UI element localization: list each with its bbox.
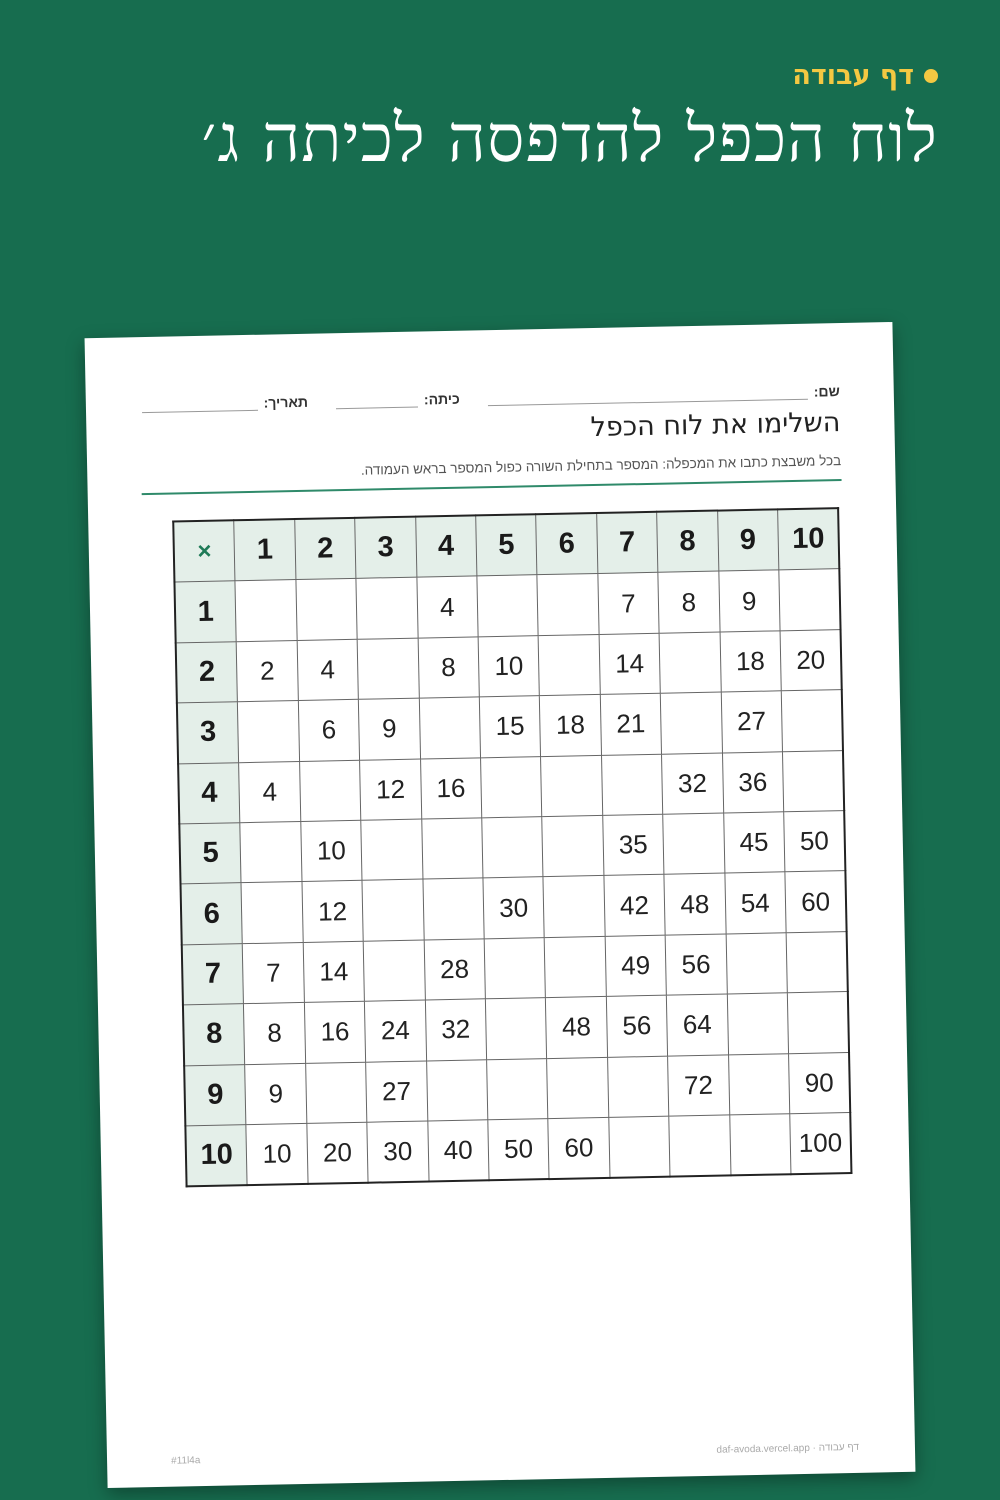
empty-answer-cell[interactable] <box>543 876 605 938</box>
empty-answer-cell[interactable] <box>781 690 843 752</box>
empty-answer-cell[interactable] <box>782 750 844 812</box>
date-label: תאריך: <box>263 393 309 411</box>
column-header: 8 <box>657 511 719 573</box>
answer-cell: 12 <box>302 881 364 943</box>
answer-cell: 18 <box>540 695 602 757</box>
banner-label <box>792 60 938 91</box>
answer-cell: 8 <box>244 1003 306 1065</box>
multiplication-table <box>172 507 853 1188</box>
column-header: 9 <box>717 509 779 571</box>
class-line[interactable] <box>336 391 418 410</box>
answer-cell: 56 <box>606 995 668 1057</box>
answer-cell: 30 <box>483 877 545 939</box>
empty-answer-cell[interactable] <box>728 1053 790 1115</box>
date-field[interactable] <box>141 393 308 413</box>
table-row <box>185 1112 851 1186</box>
answer-cell: 9 <box>359 698 421 760</box>
empty-answer-cell[interactable] <box>659 632 721 694</box>
answer-cell: 12 <box>360 759 422 821</box>
answer-cell: 4 <box>416 576 478 638</box>
footer-site: דף עבודה · daf-avoda.vercel.app <box>716 1441 860 1456</box>
empty-answer-cell[interactable] <box>238 701 300 763</box>
column-header: 1 <box>234 519 296 581</box>
empty-answer-cell[interactable] <box>305 1062 367 1124</box>
empty-answer-cell[interactable] <box>296 579 358 641</box>
empty-answer-cell[interactable] <box>669 1115 731 1177</box>
answer-cell: 6 <box>298 699 360 761</box>
empty-answer-cell[interactable] <box>362 879 424 941</box>
answer-cell: 90 <box>788 1052 850 1114</box>
answer-cell: 60 <box>785 871 847 933</box>
answer-cell: 21 <box>600 693 662 755</box>
answer-cell: 10 <box>301 820 363 882</box>
multiply-sign-icon: × <box>173 520 235 582</box>
empty-answer-cell[interactable] <box>484 937 546 999</box>
empty-answer-cell[interactable] <box>241 882 303 944</box>
answer-cell: 40 <box>427 1120 489 1182</box>
answer-cell: 10 <box>246 1123 308 1185</box>
column-header: 4 <box>415 515 477 577</box>
answer-cell: 10 <box>478 635 540 697</box>
empty-answer-cell[interactable] <box>727 993 789 1055</box>
answer-cell: 45 <box>723 812 785 874</box>
column-header: 7 <box>596 512 658 574</box>
answer-cell: 50 <box>784 811 846 873</box>
row-header: 6 <box>181 883 243 945</box>
empty-answer-cell[interactable] <box>609 1116 671 1178</box>
answer-cell: 9 <box>718 570 780 632</box>
class-label: כיתה: <box>423 390 460 408</box>
empty-answer-cell[interactable] <box>421 818 483 880</box>
empty-answer-cell[interactable] <box>357 638 419 700</box>
column-header: 3 <box>355 517 417 579</box>
row-header: 4 <box>178 762 240 824</box>
answer-cell: 49 <box>605 935 667 997</box>
answer-cell: 8 <box>658 571 720 633</box>
empty-answer-cell[interactable] <box>786 931 848 993</box>
row-header: 9 <box>184 1064 246 1126</box>
answer-cell: 32 <box>425 999 487 1061</box>
empty-answer-cell[interactable] <box>480 756 542 818</box>
answer-cell: 100 <box>790 1112 852 1174</box>
column-header: 10 <box>778 508 840 570</box>
empty-answer-cell[interactable] <box>299 760 361 822</box>
empty-answer-cell[interactable] <box>426 1059 488 1121</box>
answer-cell: 16 <box>420 757 482 819</box>
answer-cell: 15 <box>479 696 541 758</box>
empty-answer-cell[interactable] <box>363 940 425 1002</box>
name-label: שם: <box>813 383 840 400</box>
answer-cell: 72 <box>668 1054 730 1116</box>
empty-answer-cell[interactable] <box>726 932 788 994</box>
row-header: 2 <box>176 642 238 704</box>
row-header: 5 <box>179 823 241 885</box>
header-fields <box>139 369 839 413</box>
answer-cell: 20 <box>307 1122 369 1184</box>
empty-answer-cell[interactable] <box>485 998 547 1060</box>
answer-cell: 7 <box>243 942 305 1004</box>
empty-answer-cell[interactable] <box>545 936 607 998</box>
empty-answer-cell[interactable] <box>607 1056 669 1118</box>
name-field[interactable] <box>488 382 840 406</box>
name-line[interactable] <box>488 383 808 406</box>
class-field[interactable] <box>336 390 460 409</box>
answer-cell: 48 <box>664 873 726 935</box>
answer-cell: 35 <box>602 814 664 876</box>
answer-cell: 60 <box>548 1117 610 1179</box>
worksheet-instructions: בכל משבצת כתבו את המכפלה: המספר בתחילת השורה כפול המספר בראש העמודה. <box>360 453 842 478</box>
answer-cell: 64 <box>666 994 728 1056</box>
answer-cell: 4 <box>297 639 359 701</box>
page-title: לוח הכפל להדפסה לכיתה ג׳ <box>201 100 938 177</box>
answer-cell: 9 <box>245 1063 307 1125</box>
answer-cell: 30 <box>367 1121 429 1183</box>
empty-answer-cell[interactable] <box>240 821 302 883</box>
empty-answer-cell[interactable] <box>601 754 663 816</box>
answer-cell: 36 <box>722 751 784 813</box>
answer-cell: 16 <box>304 1001 366 1063</box>
empty-answer-cell[interactable] <box>787 992 849 1054</box>
column-header: 6 <box>536 513 598 575</box>
answer-cell: 48 <box>546 997 608 1059</box>
empty-answer-cell[interactable] <box>361 819 423 881</box>
empty-answer-cell[interactable] <box>356 578 418 640</box>
empty-answer-cell[interactable] <box>542 815 604 877</box>
empty-answer-cell[interactable] <box>541 755 603 817</box>
answer-cell: 32 <box>662 753 724 815</box>
answer-cell: 8 <box>418 637 480 699</box>
empty-answer-cell[interactable] <box>423 878 485 940</box>
answer-cell: 27 <box>366 1061 428 1123</box>
row-header: 8 <box>183 1004 245 1066</box>
row-header: 7 <box>182 943 244 1005</box>
answer-cell: 54 <box>724 872 786 934</box>
row-header: 1 <box>174 581 236 643</box>
empty-answer-cell[interactable] <box>482 817 544 879</box>
empty-answer-cell[interactable] <box>729 1114 791 1176</box>
answer-cell: 2 <box>237 640 299 702</box>
bullet-dot-icon <box>924 69 938 83</box>
answer-cell: 14 <box>599 633 661 695</box>
worksheet-paper <box>85 322 916 1488</box>
answer-cell: 7 <box>598 573 660 635</box>
answer-cell: 27 <box>721 691 783 753</box>
empty-answer-cell[interactable] <box>419 697 481 759</box>
empty-answer-cell[interactable] <box>663 813 725 875</box>
answer-cell: 56 <box>665 934 727 996</box>
answer-cell: 42 <box>604 875 666 937</box>
column-header: 5 <box>476 514 538 576</box>
date-line[interactable] <box>141 394 257 413</box>
answer-cell: 28 <box>424 939 486 1001</box>
answer-cell: 14 <box>303 941 365 1003</box>
row-header: 3 <box>177 702 239 764</box>
answer-cell: 50 <box>488 1118 550 1180</box>
row-header: 10 <box>185 1125 247 1187</box>
answer-cell: 20 <box>780 629 842 691</box>
empty-answer-cell[interactable] <box>235 580 297 642</box>
footer-code: #11l4a <box>170 1455 201 1467</box>
column-header: 2 <box>294 518 356 580</box>
empty-answer-cell[interactable] <box>538 634 600 696</box>
empty-answer-cell[interactable] <box>660 692 722 754</box>
empty-answer-cell[interactable] <box>477 575 539 637</box>
empty-answer-cell[interactable] <box>487 1058 549 1120</box>
worksheet-title: השלימו את לוח הכפל <box>590 407 841 444</box>
empty-answer-cell[interactable] <box>779 569 841 631</box>
divider-line <box>142 479 842 495</box>
answer-cell: 18 <box>720 631 782 693</box>
answer-cell: 24 <box>365 1000 427 1062</box>
empty-answer-cell[interactable] <box>547 1057 609 1119</box>
answer-cell: 4 <box>239 761 301 823</box>
banner-label-text: דף עבודה <box>792 60 914 91</box>
empty-answer-cell[interactable] <box>537 574 599 636</box>
